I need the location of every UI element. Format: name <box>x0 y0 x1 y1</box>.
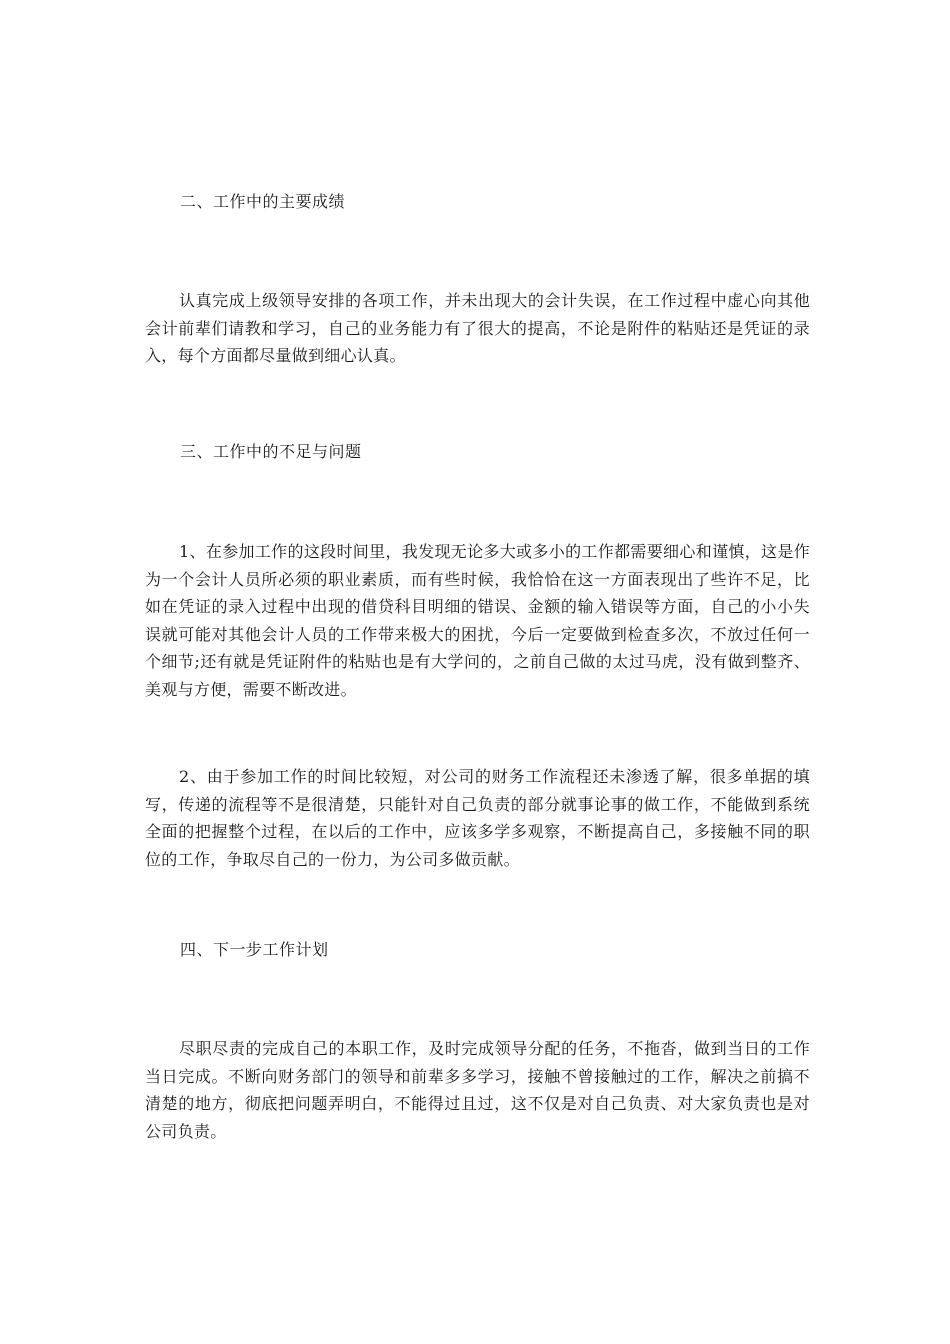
section-heading-next-plan: 四、下一步工作计划 <box>180 940 329 959</box>
paragraph-next-plan: 尽职尽责的完成自己的本职工作，及时完成领导分配的任务，不拖沓，做到当日的工作当日完成。不断向财务部门的领导和前辈多多学习，接触不曾接触过的工作，解决之前搞不清楚的地方，彻底把问题弄明白，不能得过且过，这不仅是对自己负责、对大家负责也是对公司负责。 <box>145 1039 810 1141</box>
section-heading-shortcomings: 三、工作中的不足与问题 <box>180 442 362 461</box>
paragraph-achievements: 认真完成上级领导安排的各项工作，并未出现大的会计失误，在工作过程中虚心向其他会计前辈们请教和学习，自己的业务能力有了很大的提高，不论是附件的粘贴还是凭证的录入，每个方面都尽量做到细心认真。 <box>145 291 810 365</box>
section-heading-achievements: 二、工作中的主要成绩 <box>180 192 346 211</box>
paragraph-shortcomings-1: 1、在参加工作的这段时间里，我发现无论多大或多小的工作都需要细心和谨慎，这是作为一个会计人员所必须的职业素质，而有些时候，我恰恰在这一方面表现出了些许不足，比如在凭证的录入过程中出现的借贷科目明细的错误、金额的输入错误等方面，自己的小小失误就可能对其他会计人员的工作带来极大的困扰，今后一定要做到检查多次，不放过任何一个细节;还有就是凭证附件的粘贴也是有大学问的，之前自己做的太过马虎，没有做到整齐、美观与方便，需要不断改进。 <box>145 542 810 699</box>
paragraph-shortcomings-2: 2、由于参加工作的时间比较短，对公司的财务工作流程还未渗透了解，很多单据的填写，传递的流程等不是很清楚，只能针对自己负责的部分就事论事的做工作，不能做到系统全面的把握整个过程，在以后的工作中，应该多学多观察，不断提高自己，多接触不同的职位的工作，争取尽自己的一份力，为公司多做贡献。 <box>145 767 810 869</box>
